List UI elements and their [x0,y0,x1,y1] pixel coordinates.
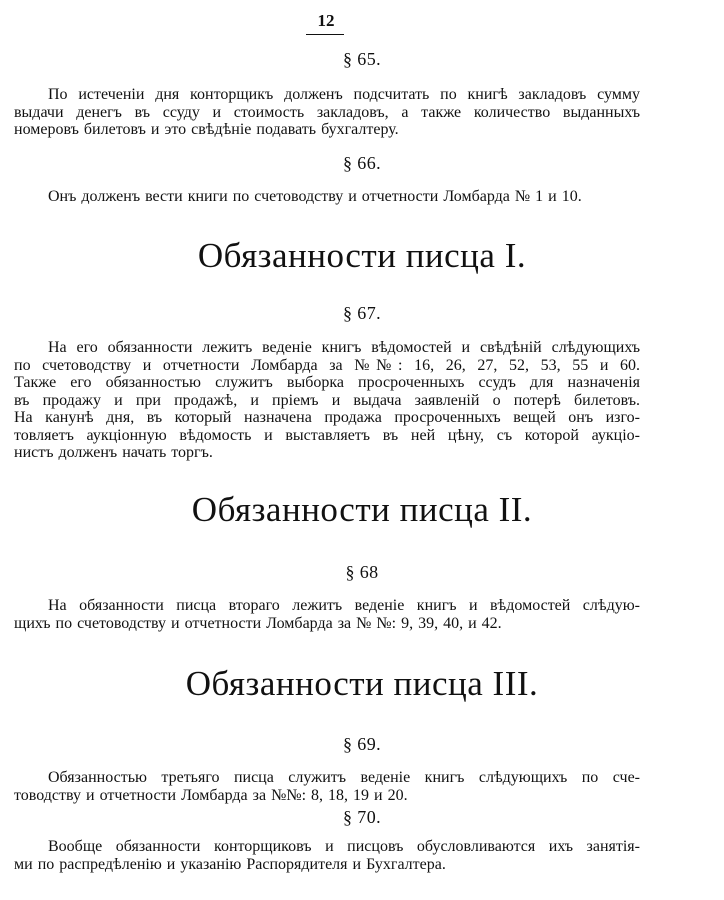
section-68-number: § 68 [345,562,379,582]
heading-clerk-3: Обязанности писца III. [185,664,539,703]
paragraph-line: товляетъ аукціонную вѣдомость и выставляетъ въ ней цѣну, съ которой аукціо- [14,426,640,444]
paragraph-line: По истеченіи дня конторщикъ долженъ подсчитать по книгѣ закладовъ сумму [48,86,640,103]
paragraph-line: На канунѣ дня, въ который назначена продажа просроченныхъ вещей онъ изго- [14,409,640,426]
section-67-number: § 67. [343,303,381,323]
section-69-number: § 69. [343,734,381,754]
paragraph-line: Также его обязанностью служитъ выборка просроченныхъ ссудъ для назначенія [14,374,640,391]
paragraph-line: выдачи денегъ въ ссуду и стоимость закладовъ, а также количество выданныхъ [14,103,640,121]
paragraph-line: Вообще обязанности конторщиковъ и писцовъ обусловливаются ихъ занятія- [48,838,640,855]
section-70-paragraph [14,838,640,873]
section-68-paragraph [14,597,640,632]
paragraph-line: по счетоводству и отчетности Ломбарда за №№: 16, 26, 27, 52, 53, 55 и 60. [14,356,640,374]
paragraph-line: ми по распредѣленію и указанію Распорядителя и Бухгалтера. [14,855,446,873]
paragraph-line: На его обязанности лежитъ веденіе книгъ вѣдомостей и свѣдѣній слѣдующихъ [48,339,640,356]
paragraph-line: номеровъ билетовъ и это свѣдѣніе подавать бухгалтеру. [14,121,399,138]
section-65-paragraph [14,86,640,139]
paragraph-line: нистъ долженъ начать торгъ. [14,444,213,461]
paragraph-line: въ продажу и при продажѣ, и пріемъ и выдача заявленій о потерѣ билетовъ. [14,391,640,409]
paragraph-line: товодству и отчетности Ломбарда за №№: 8, 18, 19 и 20. [14,786,408,804]
heading-clerk-1: Обязанности писца I. [197,236,527,275]
section-66-number: § 66. [343,153,381,173]
page-number-rule [306,34,344,35]
heading-clerk-2: Обязанности писца II. [191,490,533,529]
section-65-number: § 65. [343,49,381,69]
section-67-paragraph [14,339,640,462]
paragraph-line: На обязанности писца втораго лежитъ веденіе книгъ и вѣдомостей слѣдую- [48,597,640,614]
paragraph-line: щихъ по счетоводству и отчетности Ломбарда за № №: 9, 39, 40, и 42. [14,614,502,632]
page-number: 12 [317,11,335,30]
paragraph-line: Онъ долженъ вести книги по счетоводству и отчетности Ломбарда № 1 и 10. [48,188,582,205]
section-69-paragraph [14,769,640,804]
section-66-paragraph [14,188,640,206]
paragraph-line: Обязанностью третьяго писца служитъ веденіе книгъ слѣдующихъ по сче- [48,769,640,786]
section-70-number: § 70. [343,807,381,827]
